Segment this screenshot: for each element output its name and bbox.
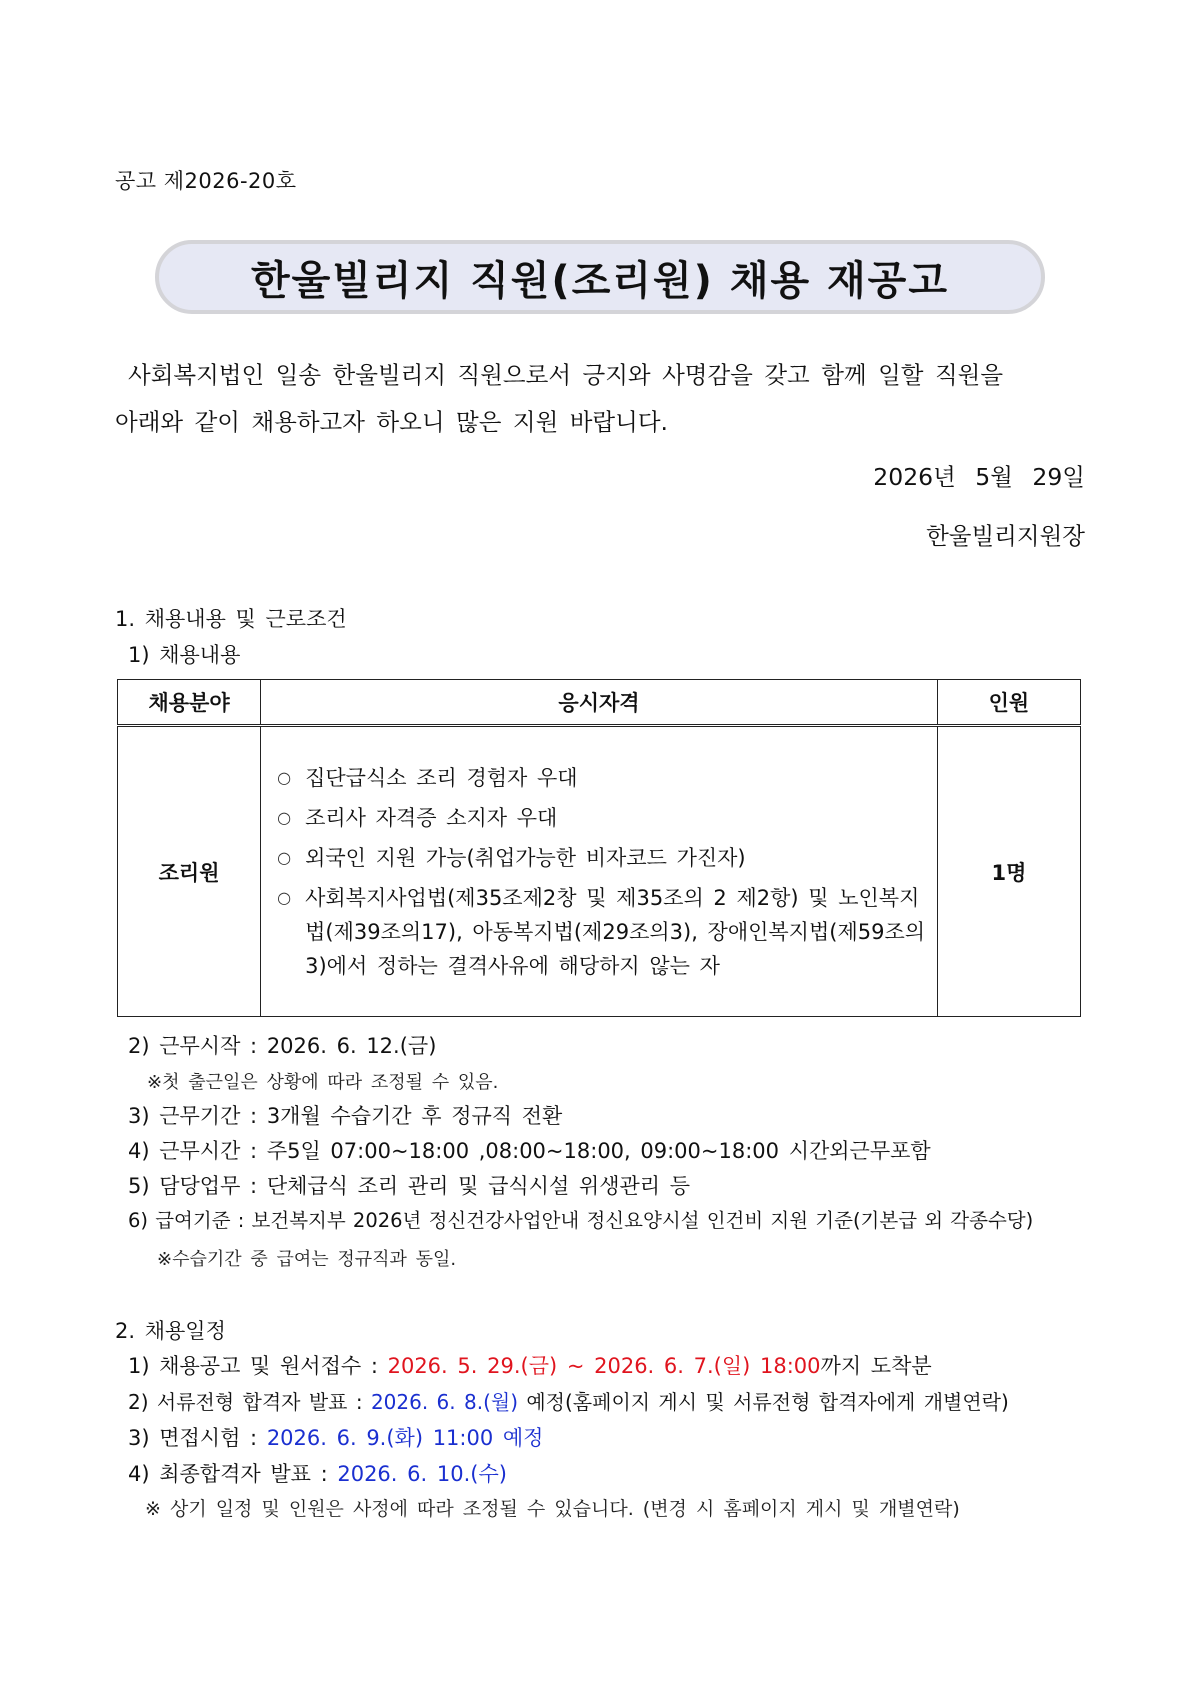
bullet-icon: ○	[277, 767, 292, 787]
announcement-date: 2026년 5월 29일	[873, 463, 1085, 491]
recruitment-table	[117, 679, 1081, 1017]
work-duty: 5) 담당업무 : 단체급식 조리 관리 및 급식시설 위생관리 등	[128, 1174, 691, 1198]
list-item: ○ 조리사 자격증 소지자 우대	[272, 801, 926, 835]
field-cell: 조리원	[118, 726, 261, 1017]
section2-heading: 2. 채용일정	[115, 1319, 226, 1343]
header-field: 채용분야	[118, 680, 261, 726]
signer: 한울빌리지원장	[926, 522, 1085, 550]
intro-line-2: 아래와 같이 채용하고자 하오니 많은 지원 바랍니다.	[115, 408, 669, 436]
bullet-icon: ○	[277, 887, 292, 907]
intro-paragraph	[115, 352, 1085, 446]
header-qualification: 응시자격	[261, 680, 938, 726]
bullet-icon: ○	[277, 847, 292, 867]
salary-note: ※수습기간 중 급여는 정규직과 동일.	[157, 1249, 457, 1270]
headcount-cell: 1명	[937, 726, 1080, 1017]
schedule-item-1: 1) 채용공고 및 원서접수 : 2026. 5. 29.(금) ~ 2026. 6. 7.(일) 18:00까지 도착분	[128, 1354, 932, 1378]
title-banner	[155, 240, 1045, 314]
work-start-note: ※첫 출근일은 상황에 따라 조정될 수 있음.	[147, 1072, 499, 1093]
schedule-note: ※ 상기 일정 및 인원은 사정에 따라 조정될 수 있습니다. (변경 시 홈페이지 게시 및 개별연락)	[145, 1498, 960, 1520]
salary-standard: 6) 급여기준 : 보건복지부 2026년 정신건강사업안내 정신요양시설 인건비 지원 기준(기본급 외 각종수당)	[128, 1209, 1034, 1232]
list-item: ○ 집단급식소 조리 경험자 우대	[272, 761, 926, 795]
list-item: ○ 외국인 지원 가능(취업가능한 비자코드 가진자)	[272, 841, 926, 875]
schedule-item-3: 3) 면접시험 : 2026. 6. 9.(화) 11:00 예정	[128, 1426, 544, 1450]
list-item: ○ 사회복지사업법(제35조제2창 및 제35조의 2 제2항) 및 노인복지법(제39조의17), 아동복지법(제29조의3), 장애인복지법(제59조의3)에서 정하는 결격사유에 해당하지 않는 자	[272, 881, 926, 983]
qualification-cell	[261, 726, 938, 1017]
intro-line-1: 사회복지법인 일송 한울빌리지 직원으로서 긍지와 사명감을 갖고 함께 일할 직원을	[128, 361, 1004, 389]
page-title: 한울빌리지 직원(조리원) 채용 재공고	[251, 257, 949, 304]
work-hours: 4) 근무시간 : 주5일 07:00~18:00 ,08:00~18:00, 09:00~18:00 시간외근무포함	[128, 1139, 931, 1163]
work-start: 2) 근무시작 : 2026. 6. 12.(금)	[128, 1034, 437, 1058]
bullet-icon: ○	[277, 807, 292, 827]
section1-heading: 1. 채용내용 및 근로조건	[115, 607, 347, 631]
notice-number: 공고 제2026-20호	[115, 169, 297, 193]
table-header-row	[118, 680, 1081, 726]
header-headcount: 인원	[937, 680, 1080, 726]
qualification-list	[262, 741, 936, 1003]
schedule-item-4: 4) 최종합격자 발표 : 2026. 6. 10.(수)	[128, 1462, 507, 1486]
schedule-item-2: 2) 서류전형 합격자 발표 : 2026. 6. 8.(월) 예정(홈페이지 게시 및 서류전형 합격자에게 개별연락)	[128, 1390, 1009, 1414]
section1-sub1-heading: 1) 채용내용	[128, 643, 241, 667]
table-row	[118, 726, 1081, 1017]
work-period: 3) 근무기간 : 3개월 수습기간 후 정규직 전환	[128, 1104, 563, 1128]
